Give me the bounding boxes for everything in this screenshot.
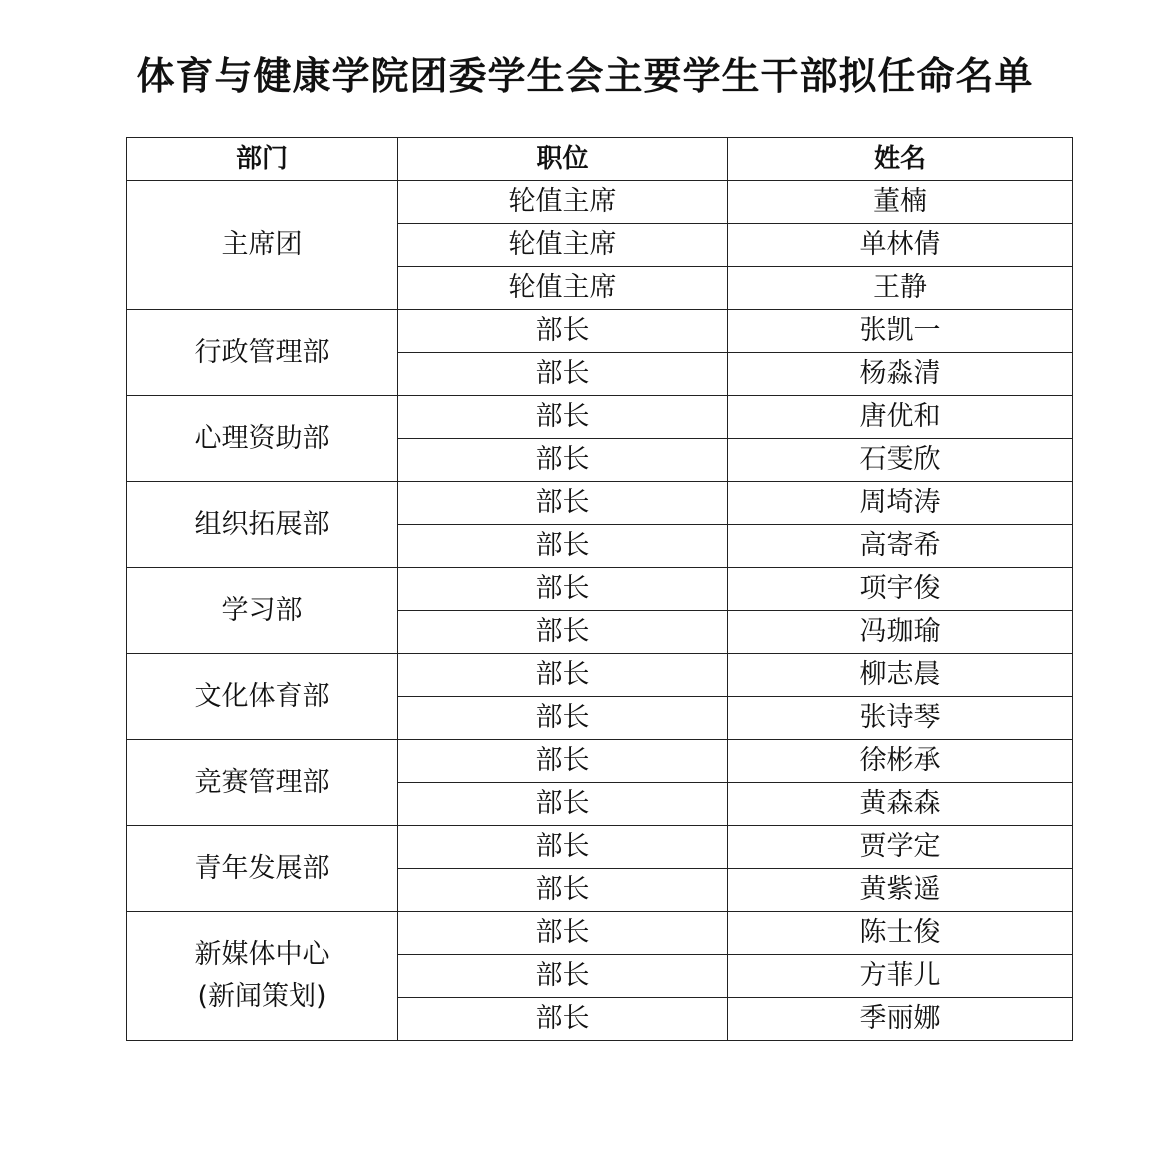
header-position: 职位 bbox=[398, 138, 728, 181]
position-cell: 部长 bbox=[398, 912, 728, 955]
department-name: 学习部 bbox=[221, 594, 303, 626]
position-cell: 轮值主席 bbox=[398, 224, 728, 267]
department-name: 心理资助部 bbox=[194, 422, 330, 454]
department-name: 文化体育部 bbox=[194, 680, 330, 712]
name-cell: 单林倩 bbox=[728, 224, 1073, 267]
position-cell: 部长 bbox=[398, 869, 728, 912]
department-name: 主席团 bbox=[221, 229, 303, 260]
position-cell: 轮值主席 bbox=[398, 267, 728, 310]
position-cell: 部长 bbox=[398, 955, 728, 998]
position-cell: 部长 bbox=[398, 654, 728, 697]
position-cell: 部长 bbox=[398, 998, 728, 1041]
position-cell: 部长 bbox=[398, 525, 728, 568]
name-cell: 唐优和 bbox=[728, 396, 1073, 439]
position-cell: 部长 bbox=[398, 353, 728, 396]
department-name: 竞赛管理部 bbox=[194, 766, 330, 798]
name-cell: 徐彬承 bbox=[728, 740, 1073, 783]
name-cell: 杨淼清 bbox=[728, 353, 1073, 396]
name-cell: 项宇俊 bbox=[728, 568, 1073, 611]
position-cell: 部长 bbox=[398, 783, 728, 826]
department-name: (新闻策划) bbox=[197, 981, 327, 1012]
table-header-row bbox=[127, 138, 1073, 181]
header-department: 部门 bbox=[127, 138, 398, 181]
table-row bbox=[127, 912, 1073, 955]
table-row bbox=[127, 568, 1073, 611]
department-name: 行政管理部 bbox=[194, 336, 330, 368]
cadre-roster-table bbox=[126, 137, 1073, 1041]
department-cell bbox=[127, 482, 398, 568]
position-cell: 部长 bbox=[398, 611, 728, 654]
table-row bbox=[127, 482, 1073, 525]
name-cell: 贾学定 bbox=[728, 826, 1073, 869]
position-cell: 部长 bbox=[398, 439, 728, 482]
department-cell bbox=[127, 396, 398, 482]
header-name: 姓名 bbox=[728, 138, 1073, 181]
name-cell: 季丽娜 bbox=[728, 998, 1073, 1041]
table-row bbox=[127, 310, 1073, 353]
position-cell: 部长 bbox=[398, 826, 728, 869]
name-cell: 董楠 bbox=[728, 181, 1073, 224]
name-cell: 冯珈瑜 bbox=[728, 611, 1073, 654]
department-cell bbox=[127, 310, 398, 396]
department-cell bbox=[127, 912, 398, 1041]
name-cell: 张诗琴 bbox=[728, 697, 1073, 740]
position-cell: 部长 bbox=[398, 568, 728, 611]
name-cell: 黄森森 bbox=[728, 783, 1073, 826]
table-body bbox=[127, 181, 1073, 1041]
table-row bbox=[127, 826, 1073, 869]
department-cell bbox=[127, 654, 398, 740]
table-row bbox=[127, 740, 1073, 783]
position-cell: 部长 bbox=[398, 740, 728, 783]
department-name: 青年发展部 bbox=[194, 852, 330, 884]
position-cell: 部长 bbox=[398, 697, 728, 740]
name-cell: 石雯欣 bbox=[728, 439, 1073, 482]
name-cell: 方菲儿 bbox=[728, 955, 1073, 998]
name-cell: 柳志晨 bbox=[728, 654, 1073, 697]
department-cell bbox=[127, 568, 398, 654]
name-cell: 张凯一 bbox=[728, 310, 1073, 353]
department-cell bbox=[127, 740, 398, 826]
department-cell bbox=[127, 181, 398, 310]
position-cell: 部长 bbox=[398, 396, 728, 439]
position-cell: 部长 bbox=[398, 310, 728, 353]
name-cell: 陈士俊 bbox=[728, 912, 1073, 955]
name-cell: 黄紫遥 bbox=[728, 869, 1073, 912]
department-name: 组织拓展部 bbox=[194, 508, 330, 540]
name-cell: 高寄希 bbox=[728, 525, 1073, 568]
table-row bbox=[127, 181, 1073, 224]
department-cell bbox=[127, 826, 398, 912]
table-row bbox=[127, 396, 1073, 439]
department-name: 新媒体中心 bbox=[194, 939, 330, 970]
position-cell: 轮值主席 bbox=[398, 181, 728, 224]
name-cell: 周埼涛 bbox=[728, 482, 1073, 525]
name-cell: 王静 bbox=[728, 267, 1073, 310]
table-row bbox=[127, 654, 1073, 697]
document-title: 体育与健康学院团委学生会主要学生干部拟任命名单 bbox=[136, 54, 1034, 98]
position-cell: 部长 bbox=[398, 482, 728, 525]
